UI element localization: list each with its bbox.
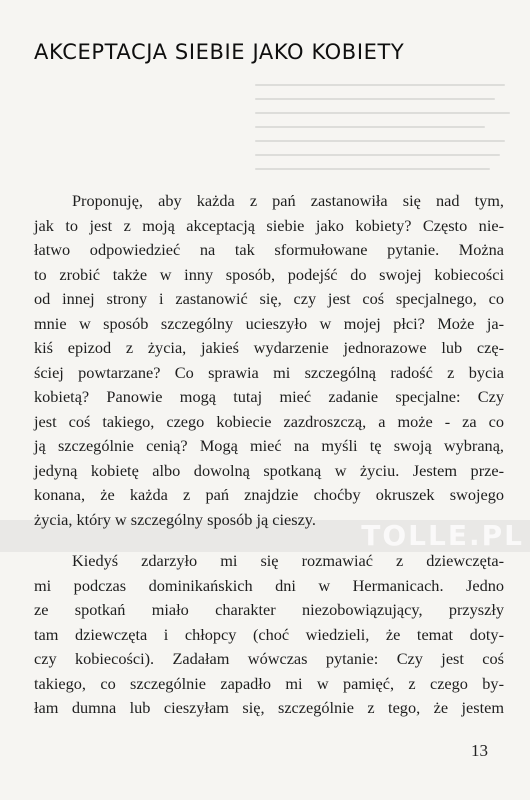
watermark-text: TOLLE.PL	[361, 519, 524, 552]
text-line: łam dumna lub cieszyłam się, szczególnie z tego, że jestem	[34, 698, 504, 717]
text-line: kiś epizod z życia, jakieś wydarzenie jednorazowe lub czę-	[34, 338, 504, 357]
text-line: tam dziewczęta i chłopcy (choć wiedzieli, że temat doty-	[34, 624, 504, 644]
body-text	[34, 189, 504, 721]
text-line: kobietą? Panowie mogą tutaj mieć zadanie specjalne: Czy	[34, 387, 504, 406]
paragraph-1	[34, 189, 504, 532]
text-line: to zrobić także w inny sposób, podejść do swojej kobiecości	[34, 264, 504, 284]
text-line: jest coś takiego, czego kobiecie zazdroszczą, a może - za co	[34, 411, 504, 431]
text-line: mnie w sposób szczególny ucieszyło w mojej płci? Może ja-	[34, 313, 504, 333]
text-line: ją szczególnie cenią? Mogą mieć na myśli tę swoją wybraną,	[34, 436, 504, 455]
chapter-title: AKCEPTACJA SIEBIE JAKO KOBIETY	[34, 40, 405, 64]
text-line: konana, że każda z pań znajdzie choćby okruszek swojego	[34, 485, 504, 504]
text-line: Kiedyś zdarzyło mi się rozmawiać z dziewczęta-	[72, 551, 504, 570]
text-line: ściej powtarzane? Co sprawia mi szczególną radość z bycia	[34, 362, 504, 382]
bleed-through-text	[255, 78, 515, 178]
text-line: łatwo odpowiedzieć na tak sformułowane pytanie. Można	[34, 240, 504, 259]
text-line: mi podczas dominikańskich dni w Hermanicach. Jedno	[34, 575, 504, 595]
text-line: Proponuję, aby każda z pań zastanowiła się nad tym,	[72, 191, 504, 210]
text-line: czy kobiecości). Zadałam wówczas pytanie: Czy jest coś	[34, 649, 504, 668]
text-line: życia, który w szczególny sposób ją cieszy.	[34, 509, 316, 529]
text-line: ze spotkań miało charakter niezobowiązujący, przyszły	[34, 600, 504, 619]
text-line: jak to jest z moją akceptacją siebie jako kobiety? Często nie-	[34, 215, 504, 235]
text-line: takiego, co szczególnie zapadło mi w pamięć, z czego by-	[34, 673, 504, 693]
page-number: 13	[471, 741, 488, 760]
text-line: jedyną kobietę albo dowolną spotkaną w życiu. Jestem prze-	[34, 460, 504, 480]
paragraph-2	[34, 549, 504, 721]
text-line: od innej strony i zastanowić się, czy jest coś specjalnego, co	[34, 289, 504, 308]
